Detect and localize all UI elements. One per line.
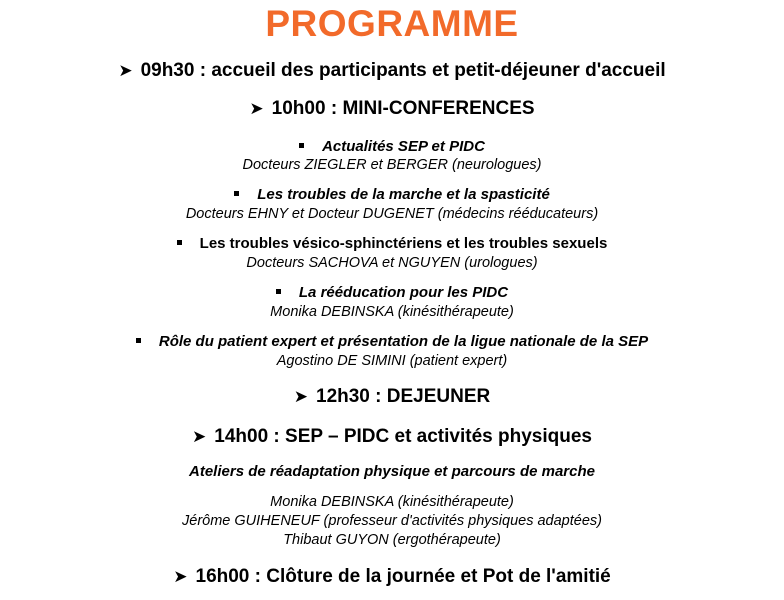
schedule-item-1230: ➤ 12h30 : DEJEUNER	[293, 386, 491, 407]
conference-speakers: Agostino DE SIMINI (patient expert)	[276, 353, 508, 369]
workshop-speaker: Monika DEBINSKA (kinésithérapeute)	[270, 494, 514, 510]
conference-topic: Actualités SEP et PIDC	[0, 138, 784, 156]
conference-speakers: Docteurs ZIEGLER et BERGER (neurologues)	[242, 157, 542, 173]
schedule-time: 14h00	[214, 426, 269, 447]
schedule-item-1400: ➤ 14h00 : SEP – PIDC et activités physiques	[192, 426, 592, 447]
conference-speakers: Docteurs SACHOVA et NGUYEN (urologues)	[246, 255, 538, 271]
arrow-right-icon: ➤	[118, 61, 133, 80]
workshop-speaker: Thibaut GUYON (ergothérapeute)	[283, 532, 501, 548]
conference-topic: Rôle du patient expert et présentation de la ligue nationale de la SEP	[0, 333, 784, 351]
conference-topic: La rééducation pour les PIDC	[0, 284, 784, 302]
workshop-speaker: Jérôme GUIHENEUF (professeur d'activités physiques adaptées)	[182, 513, 602, 529]
square-bullet-icon	[299, 143, 304, 148]
schedule-item-1000: ➤ 10h00 : MINI-CONFERENCES	[249, 98, 535, 119]
schedule-label: SEP – PIDC et activités physiques	[285, 426, 592, 447]
workshop-title: Ateliers de réadaptation physique et parcours de marche	[189, 463, 595, 480]
page-title: PROGRAMME	[265, 3, 519, 44]
arrow-right-icon: ➤	[173, 567, 188, 586]
arrow-right-icon: ➤	[293, 387, 308, 406]
schedule-label: accueil des participants et petit-déjeuner d'accueil	[211, 60, 666, 81]
square-bullet-icon	[136, 338, 141, 343]
schedule-label: DEJEUNER	[386, 386, 491, 407]
conference-topic: Les troubles vésico-sphinctériens et les troubles sexuels	[0, 235, 784, 253]
schedule-label: MINI-CONFERENCES	[342, 98, 535, 119]
schedule-label: Clôture de la journée et Pot de l'amitié	[266, 566, 611, 587]
arrow-right-icon: ➤	[192, 427, 207, 446]
square-bullet-icon	[276, 289, 281, 294]
schedule-time: 09h30	[140, 60, 195, 81]
schedule-item-1600: ➤ 16h00 : Clôture de la journée et Pot de l'amitié	[173, 566, 611, 587]
schedule-item-0930: ➤ 09h30 : accueil des participants et petit-déjeuner d'accueil	[118, 60, 666, 81]
schedule-time: 10h00	[271, 98, 326, 119]
square-bullet-icon	[177, 240, 182, 245]
schedule-time: 12h30	[316, 386, 370, 407]
arrow-right-icon: ➤	[249, 99, 264, 118]
conference-speakers: Docteurs EHNY et Docteur DUGENET (médecins rééducateurs)	[185, 206, 599, 222]
conference-speakers: Monika DEBINSKA (kinésithérapeute)	[270, 304, 514, 320]
schedule-time: 16h00	[195, 566, 250, 587]
square-bullet-icon	[234, 191, 239, 196]
conference-topic: Les troubles de la marche et la spasticité	[0, 186, 784, 204]
